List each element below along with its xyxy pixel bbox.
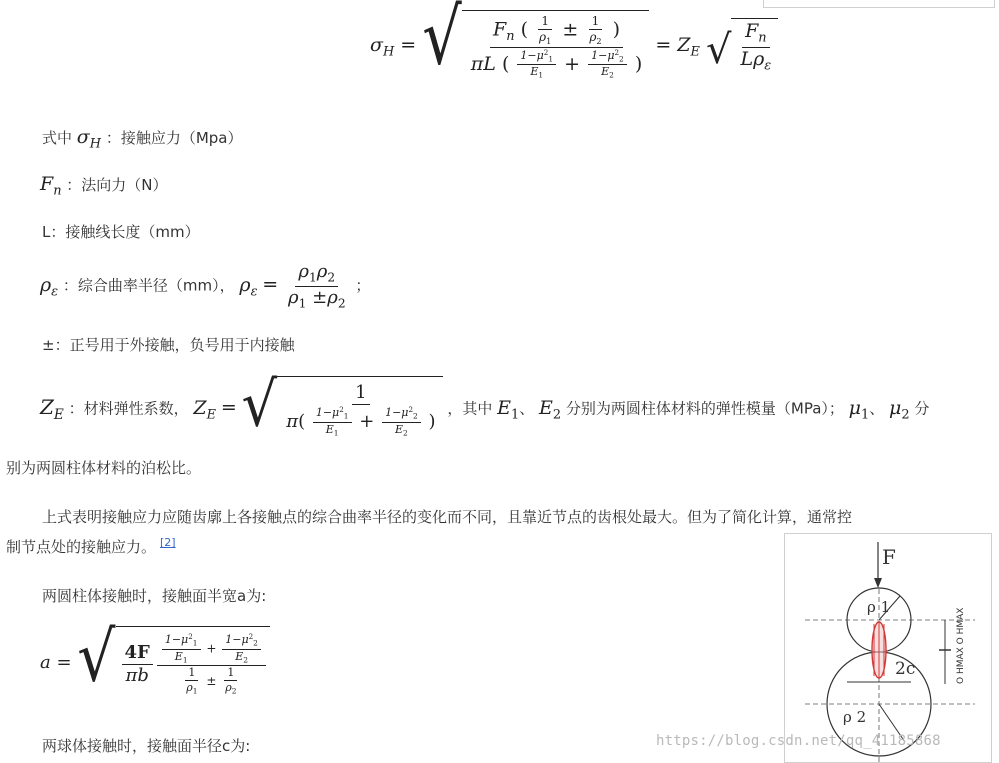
force-label: F <box>882 545 896 569</box>
main-formula: $\sigma_H$ = √ $F_n$ ( $\frac{1}{\rho_1}$ ± $\frac{1}{\rho_2}$ ) πL ( $\frac{1-\mu^2_1}{E_1}$ + $\frac{1-\mu^2_2}{E_2}$ ) = $Z_E$ √ $\frac{F_n}{L\rho_\varepsilon}$ <box>370 10 778 82</box>
force-arrow-head <box>874 578 882 588</box>
ze-sqrt: √ $\frac{F_n}{L\rho_\varepsilon}$ <box>706 18 778 73</box>
contact-diagram-svg <box>785 534 992 763</box>
contact-diagram <box>784 533 992 763</box>
citation-link[interactable]: [2] <box>160 536 176 549</box>
paragraph-line-1: 上式表明接触应力应随齿廓上各接触点的综合曲率半径的变化而不同，且靠近节点的齿根处最大。但为了简化计算，通常控 <box>42 508 853 526</box>
main-sqrt: √ $F_n$ ( $\frac{1}{\rho_1}$ ± $\frac{1}{\rho_2}$ ) πL ( $\frac{1-\mu^2_1}{E_1}$ + $\frac{1-\mu^2_2}{E_2}$ ) <box>422 10 649 82</box>
side-label: O HMAX O HMAX <box>956 607 966 684</box>
def-pm: ±：正号用于外接触，负号用于内接触 <box>42 336 295 354</box>
def-rho: $\rho_\varepsilon$ ：综合曲率半径（mm）， $\rho_\varepsilon$ = $\frac{\rho_1\rho_2}{\rho_1 \pm\rho_2}$ ； <box>40 261 371 311</box>
cylinder-formula: a = √ $\frac{4F}{\pi b}$ $\frac{1-\mu^2_1}{E_1}$ + $\frac{1-\mu^2_2}{E_2}$ $\frac{1}{\rho_1}$ ± $\frac{1}{\rho_2}$ <box>40 626 270 700</box>
paragraph-line-2: 制节点处的接触应力。 [2] <box>6 536 176 556</box>
rho2-label: ρ 2 <box>843 708 867 726</box>
watermark: https://blog.csdn.net/qq_41185868 <box>656 733 941 749</box>
main-fraction: $F_n$ ( $\frac{1}{\rho_1}$ ± $\frac{1}{\rho_2}$ ) πL ( $\frac{1-\mu^2_1}{E_1}$ + $\frac{1-\mu^2_2}{E_2}$ ) <box>470 13 643 81</box>
cylinder-intro: 两圆柱体接触时，接触面半宽a为: <box>42 587 267 605</box>
ze-symbol: $Z_E$ <box>677 34 700 60</box>
def-ze: $Z_E$ ：材料弹性系数， $Z_E$ = √ 1 π( $\frac{1-\mu^2_1}{E_1}$ + $\frac{1-\mu^2_2}{E_2}$ ) ，其中 $E_1$、 $E_2$ 分别为两圆柱体材料的弹性模量（MPa）； $\mu_1$、 $\mu_2$ 分 <box>40 369 930 441</box>
sphere-intro: 两球体接触时，接触面半径c为: <box>42 737 251 755</box>
def-fn: $F_n$ ：法向力（N） <box>40 173 168 199</box>
sigma-symbol: $\sigma_H$ <box>370 34 395 60</box>
def-l: L：接触线长度（mm） <box>42 223 200 241</box>
rho1-label: ρ 1 <box>867 598 891 616</box>
page-corner-frame <box>763 0 995 8</box>
equals-sign: = <box>400 34 417 56</box>
def-ze-cont: 别为两圆柱体材料的泊松比。 <box>6 459 202 477</box>
def-sigma: 式中 $\sigma_H$ ：接触应力（Mpa） <box>42 126 243 152</box>
width-label: 2c <box>895 659 916 679</box>
